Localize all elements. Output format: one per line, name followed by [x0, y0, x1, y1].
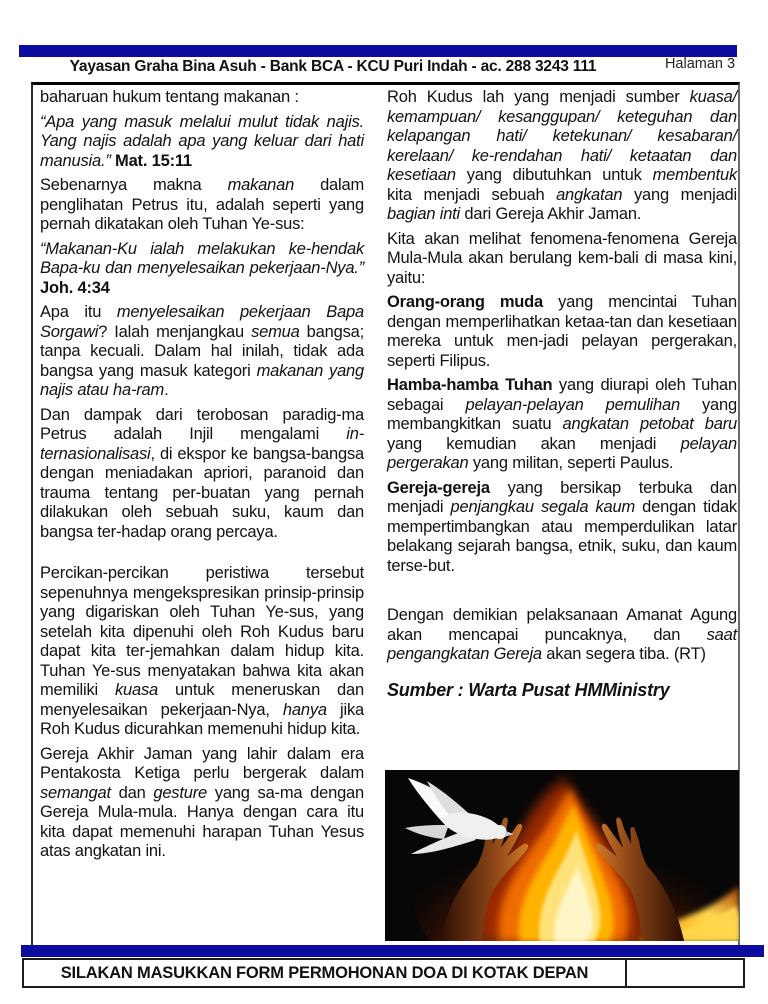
paragraph: Gereja-gereja yang bersikap terbuka dan menjadi penjangkau segala kaum dengan tidak mempertimbangkan atau memperdulikan latar belakang sejarah bangsa, etnik, suku, dan kaum terse-but. [387, 478, 737, 575]
paragraph: Kita akan melihat fenomena-fenomena Gereja Mula-Mula akan berulang kem-bali di masa kini, yaitu: [387, 229, 737, 287]
paragraph: Dengan demikian pelaksanaan Amanat Agung akan mencapai puncaknya, dan saat pengangkatan Gereja akan segera tiba. (RT) [387, 606, 737, 663]
bottom-blue-bar [21, 945, 764, 957]
paragraph: Apa itu menyelesaikan pekerjaan Bapa Sorgawi? Ialah menjangkau semua bangsa; tanpa kecuali. Dalam hal inilah, tidak ada bangsa yang masuk kategori makanan yang najis atau ha-ram. [40, 303, 365, 399]
dove-and-fire-illustration [385, 770, 739, 941]
paragraph: Sebenarnya makna makanan dalam penglihatan Petrus itu, adalah seperti yang pernah dikatakan oleh Tuhan Ye-sus: [40, 176, 365, 233]
page-header-title: Yayasan Graha Bina Asuh - Bank BCA - KCU Puri Indah - ac. 288 3243 111 [69, 58, 597, 75]
right-column [387, 88, 737, 700]
page-number-label: Halaman 3 [664, 56, 736, 72]
footer-notice-row [22, 958, 745, 988]
paragraph: baharuan hukum tentang makanan : [40, 88, 299, 106]
paragraph: Dan dampak dari terobosan paradig-ma Petrus adalah Injil mengalami in-ternasionalisasi, di ekspor ke bangsa-bangsa dengan meniadakan apriori, paranoid dan trauma tentang per-buatan yang pernah dilakukan oleh sebuah suku, kaum dan bangsa ter-hadap orang percaya. [40, 405, 364, 541]
paragraph: Percikan-percikan peristiwa tersebut sepenuhnya mengekspresikan prinsip-prinsip yang digariskan oleh Tuhan Ye-sus, yang setelah kita dipenuhi oleh Roh Kudus baru dapat kita ter-jemahkan dalam hidup kita. Tuhan Ye-sus menyatakan bahwa kita akan memiliki kuasa untuk meneruskan dan menyelesaikan pekerjaan-Nya, hanya jika Roh Kudus dicurahkan memenuhi hidup kita. [40, 564, 365, 738]
paragraph: Roh Kudus lah yang menjadi sumber kuasa/ kemampuan/ kesanggupan/ keteguhan dan kelapangan hati/ ketekunan/ kesabaran/ kerelaan/ ke-rendahan hati/ ketaatan dan kesetiaan yang dibutuhkan untuk membentuk kita menjadi sebuah angkatan yang menjadi bagian inti dari Gereja Akhir Jaman. [387, 88, 737, 223]
source-attribution: Sumber : Warta Pusat HMMinistry [387, 679, 670, 700]
footer-notice: SILAKAN MASUKKAN FORM PERMOHONAN DOA DI KOTAK DEPAN [24, 960, 627, 986]
scripture-quote: “Apa yang masuk melalui mulut tidak najis. Yang najis adalah apa yang keluar dari hati manusia.” Mat. 15:11 [40, 112, 364, 170]
paragraph: Gereja Akhir Jaman yang lahir dalam era Pentakosta Ketiga perlu bergerak dalam semangat dan gesture yang sa-ma dengan Gereja Mula-mula. Hanya dengan cara itu kita dapat memenuhi harapan Tuhan Yesus atas angkatan ini. [40, 744, 364, 860]
paragraph: Hamba-hamba Tuhan yang diurapi oleh Tuhan sebagai pelayan-pelayan pemulihan yang membangkitkan suatu angkatan petobat baru yang kemudian akan menjadi pelayan pergerakan yang militan, seperti Paulus. [387, 376, 737, 472]
footer-empty-cell [627, 960, 743, 986]
scripture-quote: “Makanan-Ku ialah melakukan ke-hendak Bapa-ku dan menyelesaikan pekerjaan-Nya.” Joh. 4:34 [40, 239, 364, 297]
left-column [40, 88, 364, 867]
dove-and-fire-photo [385, 770, 739, 941]
top-blue-bar [19, 45, 737, 57]
paragraph: Orang-orang muda yang mencintai Tuhan dengan memperlihatkan ketaa-tan dan kesetiaan mereka untuk men-jadi pelayan pergerakan, seperti Filipus. [387, 293, 737, 370]
